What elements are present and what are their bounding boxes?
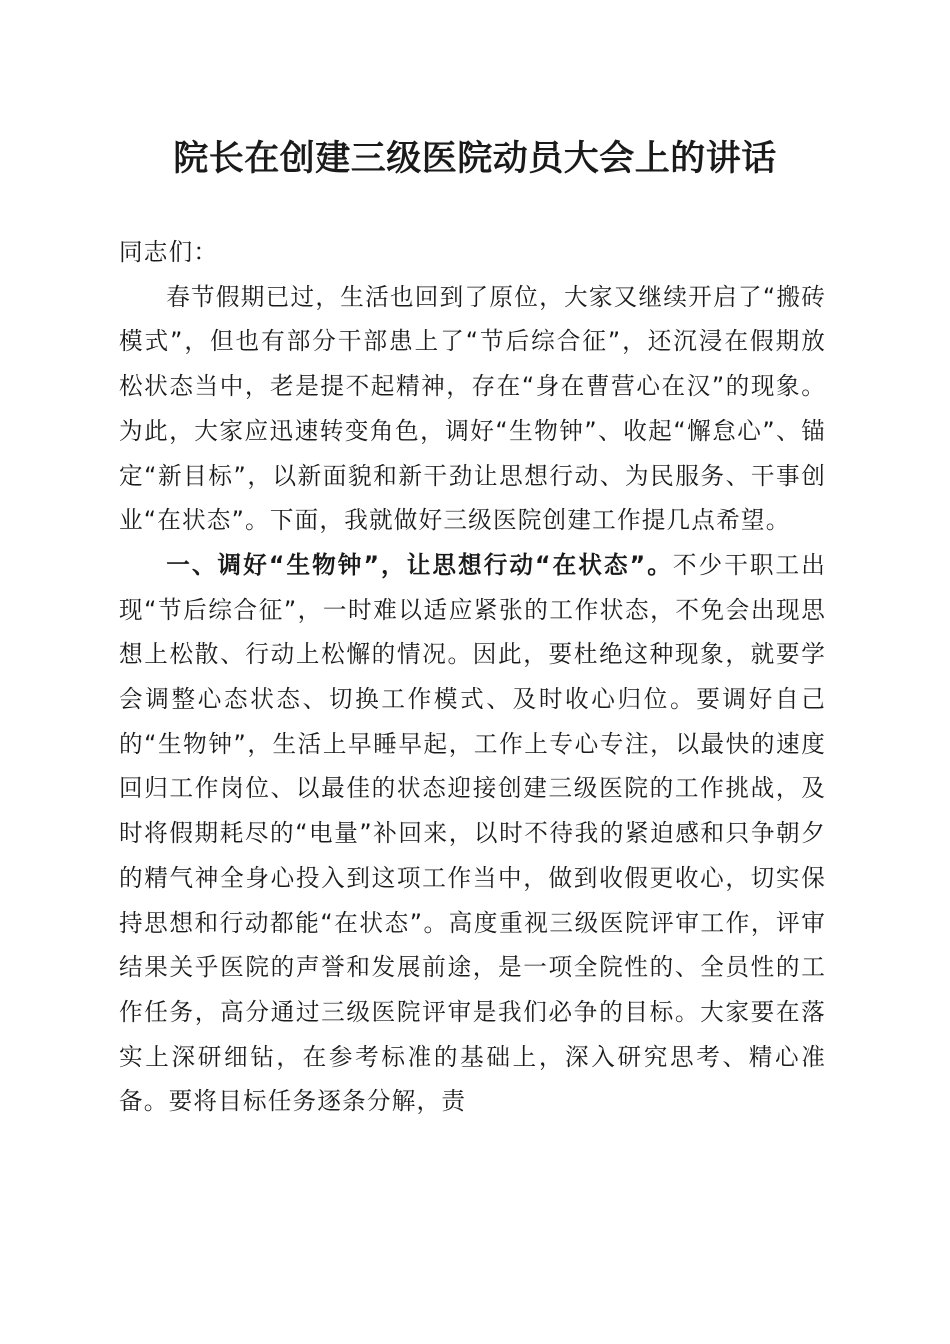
section-1-text: 不少干职工出现“节后综合征”，一时难以适应紧张的工作状态，不免会出现思想上松散、行动上松懈的情况。因此，要杜绝这种现象，就要学会调整心态状态、切换工作模式、及时收心归位。要调好自己的“生物钟”，生活上早睡早起，工作上专心专注，以最快的速度回归工作岗位、以最佳的状态迎接创建三级医院的工作挑战，及时将假期耗尽的“电量”补回来，以时不待我的紧迫感和只争朝夕的精气神全身心投入到这项工作当中，做到收假更收心，切实保持思想和行动都能“在状态”。高度重视三级医院评审工作，评审结果关乎医院的声誉和发展前途，是一项全院性的、全员性的工作任务，高分通过三级医院评审是我们必争的目标。大家要在落实上深研细钻，在参考标准的基础上，深入研究思考、精心准备。要将目标任务逐条分解，责 bbox=[119, 550, 826, 1116]
section-1-paragraph bbox=[119, 543, 826, 1124]
document-title: 院长在创建三级医院动员大会上的讲话 bbox=[173, 138, 777, 179]
document-body bbox=[119, 230, 826, 1124]
intro-paragraph: 春节假期已过，生活也回到了原位，大家又继续开启了“搬砖模式”，但也有部分干部患上了“节后综合征”，还沉浸在假期放松状态当中，老是提不起精神，存在“身在曹营心在汉”的现象。为此，大家应迅速转变角色，调好“生物钟”、收起“懈怠心”、锚定“新目标”，以新面貌和新干劲让思想行动、为民服务、干事创业“在状态”。下面，我就做好三级医院创建工作提几点希望。 bbox=[119, 282, 826, 535]
salutation: 同志们： bbox=[119, 238, 219, 266]
section-1-heading: 一、调好“生物钟”，让思想行动“在状态”。 bbox=[166, 550, 673, 579]
